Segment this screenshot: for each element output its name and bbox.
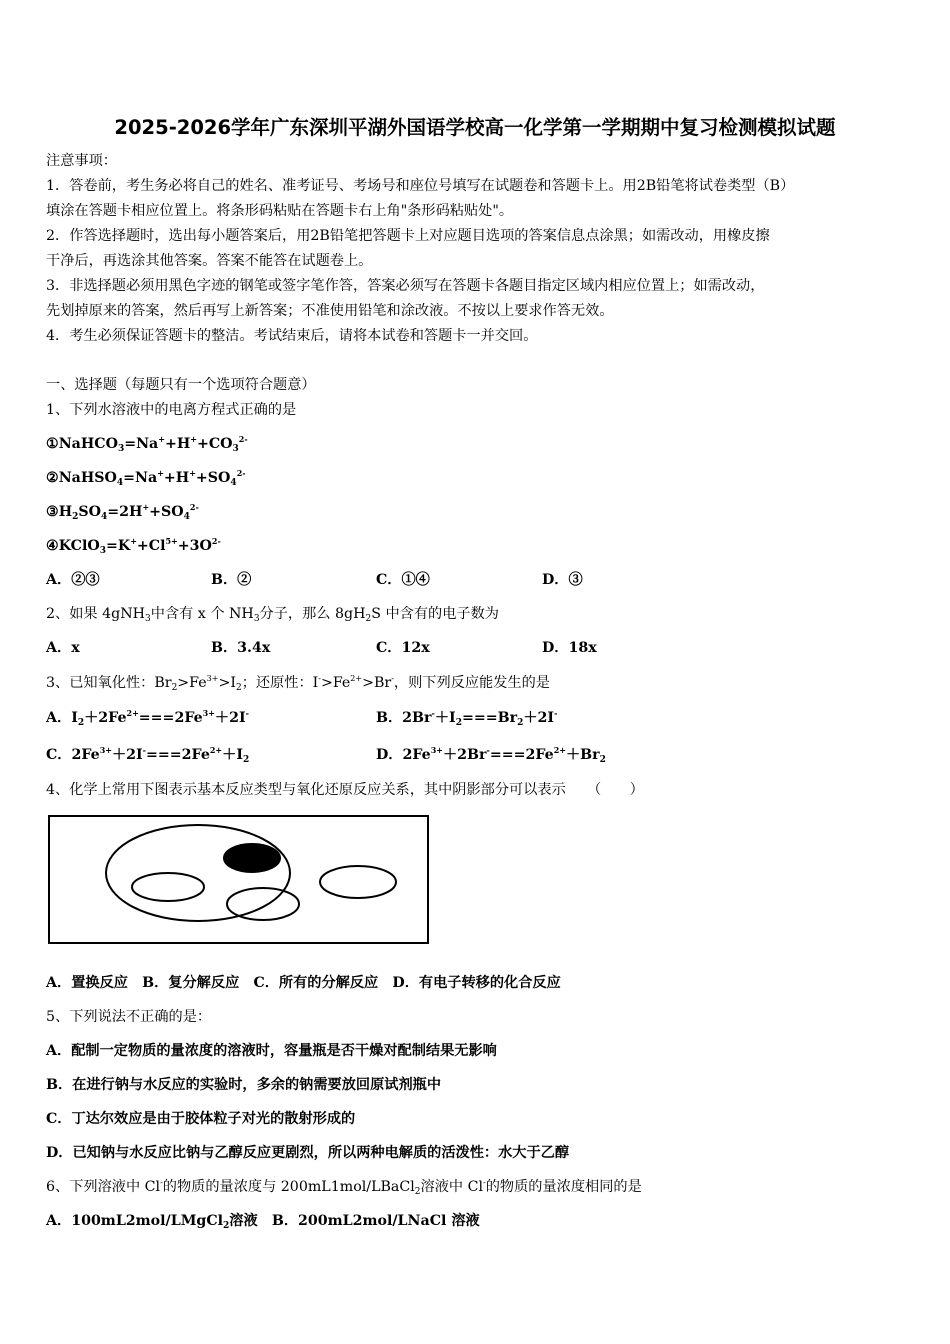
small-ellipse-left [132, 873, 204, 901]
q1-equation-1: $①NaHCO_3=Na^++H^++CO_3^{2-}$ [46, 434, 248, 454]
q3-option-b: B．$2Br^-+I_2===Br_2+2I^-$ [376, 708, 558, 728]
q4-options: A．置换反应 B．复分解反应 C．所有的分解反应 D．有电子转移的化合反应 [46, 975, 561, 991]
notice-line-3: 2．作答选择题时，选出每小题答案后，用2B铅笔把答题卡上对应题目选项的答案信息点涂黑；如需改动，用橡皮擦 [46, 228, 770, 244]
q2-option-a: A．x [46, 640, 80, 656]
q1-stem: 1、下列水溶液中的电离方程式正确的是 [46, 402, 297, 418]
shaded-region [224, 844, 280, 872]
q6-option-a: A．100mL2mol/LMgCl$_2$溶液 [46, 1213, 258, 1231]
q3-stem: 3、已知氧化性：$Br_2>Fe^{3+}>I_2$；还原性：$I^->Fe^{2+}>Br^-$，则下列反应能发生的是 [46, 674, 550, 693]
q5-option-a: A．配制一定物质的量浓度的溶液时，容量瓶是否干燥对配制结果无影响 [46, 1043, 497, 1059]
q1-equation-2: $②NaHSO_4=Na^++H^++SO_4^{2-}$ [46, 468, 246, 488]
q2-option-b: B．3.4x [211, 640, 271, 656]
q5-option-d: D．已知钠与水反应比钠与乙醇反应更剧烈，所以两种电解质的活泼性：水大于乙醇 [46, 1145, 570, 1161]
notice-heading: 注意事项： [46, 153, 117, 169]
small-ellipse-right [320, 866, 396, 898]
q3-option-a: A．$I_2+2Fe^{2+}===2Fe^{3+}+2I^-$ [46, 708, 249, 728]
q4-stem: 4、化学上常用下图表示基本反应类型与氧化还原反应关系，其中阴影部分可以表示 （ ） [46, 782, 644, 798]
q1-option-c: C．①④ [376, 572, 430, 588]
notice-line-5: 3．非选择题必须用黑色字迹的钢笔或签字笔作答，答案必须写在答题卡各题目指定区域内相应位置上；如需改动， [46, 278, 765, 294]
notice-line-6: 先划掉原来的答案，然后再写上新答案；不准使用铅笔和涂改液。不按以上要求作答无效。 [46, 303, 614, 319]
q2-stem: 2、如果 4gNH$_3$中含有 x 个 $NH_3$分子，那么 $8gH_2S$ 中含有的电子数为 [46, 606, 499, 624]
q3-option-c: C．$2Fe^{3+}+2I^-===2Fe^{2+}+I_2$ [46, 745, 250, 765]
q1-equation-4: $④KClO_3=K^++Cl^{5+}+3O^{2-}$ [46, 536, 221, 556]
q2-option-d: D．18x [542, 640, 597, 656]
notice-line-4: 干净后，再选涂其他答案。答案不能答在试题卷上。 [46, 253, 373, 269]
q3-option-d: D．$2Fe^{3+}+2Br^-===2Fe^{2+}+Br_2$ [376, 745, 606, 765]
notice-line-2: 填涂在答题卡相应位置上。将条形码粘贴在答题卡右上角"条形码粘贴处"。 [46, 203, 514, 219]
q1-option-a: A．②③ [46, 572, 100, 588]
page-title: 2025-2026学年广东深圳平湖外国语学校高一化学第一学期期中复习检测模拟试题 [114, 116, 836, 139]
venn-diagram [48, 815, 429, 944]
q5-stem: 5、下列说法不正确的是： [46, 1009, 212, 1025]
notice-line-7: 4．考生必须保证答题卡的整洁。考试结束后，请将本试卷和答题卡一并交回。 [46, 328, 538, 344]
q6-options [46, 1211, 480, 1231]
q5-option-c: C．丁达尔效应是由于胶体粒子对光的散射形成的 [46, 1111, 356, 1127]
q1-option-d: D．③ [542, 572, 583, 588]
q6-option-b: B．200mL2mol/LNaCl 溶液 [271, 1213, 480, 1229]
small-ellipse-middle [227, 888, 299, 920]
oxidation-reduction-ellipse [106, 825, 290, 921]
q1-equation-3: $③H_2SO_4=2H^++SO_4^{2-}$ [46, 502, 199, 522]
q5-option-b: B．在进行钠与水反应的实验时，多余的钠需要放回原试剂瓶中 [46, 1077, 442, 1093]
notice-line-1: 1．答卷前，考生务必将自己的姓名、准考证号、考场号和座位号填写在试题卷和答题卡上。用2B铅笔将试卷类型（B） [46, 178, 795, 194]
q1-option-b: B．② [211, 572, 252, 588]
q6-stem: 6、下列溶液中 Cl-的物质的量浓度与 200mL1mol/LBaCl$_2$溶液中 Cl-的物质的量浓度相同的是 [46, 1178, 642, 1197]
q2-option-c: C．12x [376, 640, 430, 656]
section-heading: 一、选择题（每题只有一个选项符合题意） [46, 377, 316, 393]
